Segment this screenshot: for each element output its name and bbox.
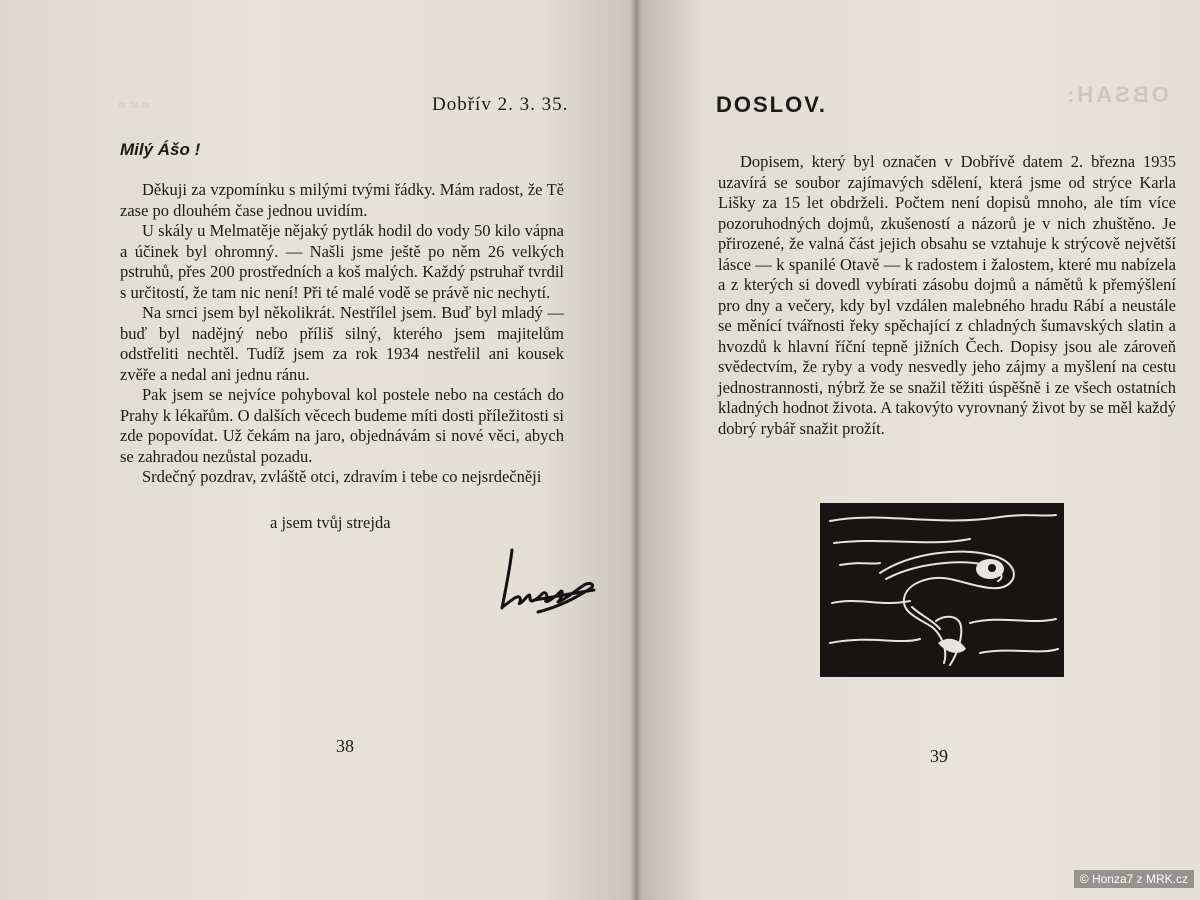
photo-credit: © Honza7 z MRK.cz — [1074, 870, 1194, 888]
letter-paragraph: U skály u Melmatěje nějaký pytlák hodil do vody 50 kilo vápna a účinek byl ohromný. — Našli jsme ještě po něm 26 velkých pstruhů, přes 200 prostředních a koš malých. Každý pstruhař tvrdil s určitostí, že tam nic není! Při té malé vodě se právě nic nechytí. — [120, 221, 564, 302]
letter-paragraph: Pak jsem se nejvíce pohyboval kol postele nebo na cestách do Prahy k lékařům. O dalších věcech budeme míti dosti příležitosti si zde popovídat. Už čekám na jaro, objednávám si nové věci, abych se zahradou nezůstal pozadu. — [120, 385, 564, 466]
letter-date: Dobřív 2. 3. 35. — [432, 94, 569, 115]
show-through-heading: OBSAH: — [1064, 82, 1169, 107]
letter-closing: a jsem tvůj strejda — [270, 513, 391, 532]
page-number-right: 39 — [930, 746, 948, 766]
letter-body — [120, 180, 564, 488]
fish-woodcut-art — [820, 503, 1064, 677]
letter-paragraph: Srdečný pozdrav, zvláště otci, zdravím i tebe co nejsrdečněji — [142, 467, 542, 486]
book-gutter — [630, 0, 642, 900]
fish-woodcut-illustration — [820, 503, 1064, 677]
letter-paragraph: Na srnci jsem byl několikrát. Nestřílel jsem. Buď byl mladý — buď byl nadějný nebo příliš silný, kterého jsem majitelům odstřeliti nechtěl. Tudíž jsem za rok 1934 nestřelil ani kousek zvěře a nedal ani jednu ránu. — [120, 303, 564, 384]
letter-salutation: Milý Ášo ! — [120, 140, 201, 159]
right-page — [636, 0, 1200, 900]
afterword-paragraph: Dopisem, který byl označen v Dobřívě datem 2. března 1935 uzavírá se soubor zajímavých sdělení, která jsme od strýce Karla Lišky za 15 let obdrželi. Počtem není dopisů mnoho, ale tím více pozoruhodných dojmů, zkušeností a názorů je v nich zhuštěno. Je přirozené, že valná část jejich obsahu se vztahuje k strýcově největší lásce — k spanilé Otavě — k radostem i žalostem, které mu nabízela a z kterých si dovedl vybírati zásobu dojmů a námětů k přemýšlení pro dny a večery, kdy byl vzdálen malebného hradu Rábí a neustále se měnící tvářnosti řeky spěchající z chladných šumavských slatin a hvozdů k hlavní říční tepně jižních Čech. Dopisy jsou ale zároveň svědectvím, že ryby a vody nesvedly jeho zájmy a myšlení na cestu jednostrannosti, nýbrž že se snažil těžiti úspěšně i ze všech ostatních kladných hodnot života. A takovýto vyrovnaný život by se měl každý dobrý rybář snažit prožít. — [718, 152, 1176, 438]
handwritten-signature — [498, 540, 603, 620]
page-number-left: 38 — [336, 736, 354, 756]
section-heading: DOSLOV. — [716, 92, 827, 117]
show-through-text: ≈ ≈ ≈ — [118, 98, 151, 114]
afterword-body — [718, 152, 1176, 439]
letter-paragraph: Děkuji za vzpomínku s milými tvými řádky. Mám radost, že Tě zase po dlouhém čase jednou uvidím. — [120, 180, 564, 220]
